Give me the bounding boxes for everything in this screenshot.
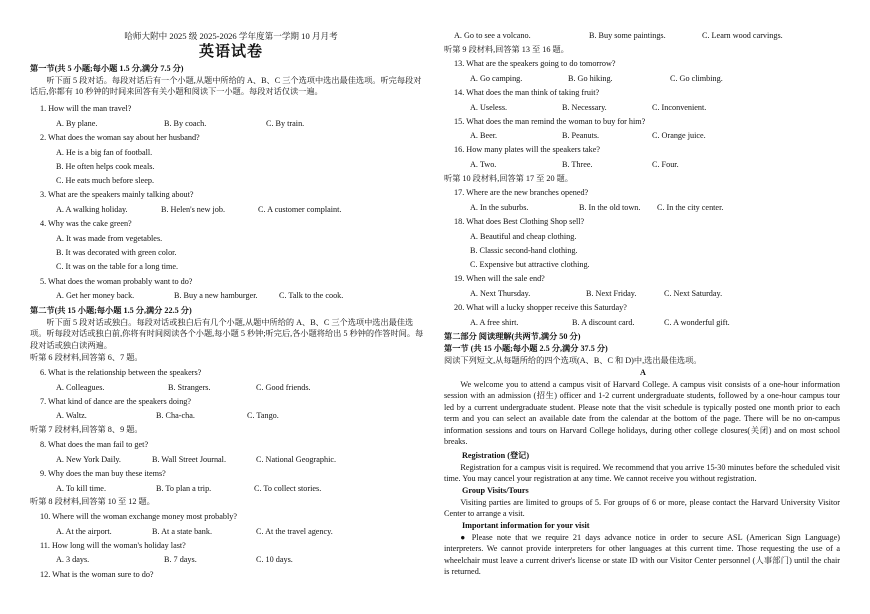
q8-option-b: B. Wall Street Journal.: [152, 455, 227, 464]
important-heading: Important information for your visit: [462, 521, 590, 530]
material-10-note: 听第 10 段材料,回答第 17 至 20 题。: [444, 174, 573, 183]
q2-option-c: C. He eats much before sleep.: [56, 176, 154, 185]
question-19: 19. When will the sale end?: [454, 274, 545, 283]
q7-option-b: B. Cha-cha.: [156, 411, 195, 420]
part2-heading: 第二部分 阅读理解(共两节,满分 50 分): [444, 332, 581, 341]
q13-option-a: A. Go camping.: [470, 74, 523, 83]
q11-option-b: B. 7 days.: [164, 555, 197, 564]
q16-option-a: A. Two.: [470, 160, 497, 169]
question-20: 20. What will a lucky shopper receive this Saturday?: [454, 303, 627, 312]
q10-option-a: A. At the airport.: [56, 527, 112, 536]
q16-option-b: B. Three.: [562, 160, 593, 169]
q17-option-c: C. In the city center.: [657, 203, 724, 212]
q6-option-a: A. Colleagues.: [56, 383, 105, 392]
important-text: ● Please note that we require 21 days advance notice in order to secure ASL (American Sign Language) interpreters. We cannot provide interpreters for other languages at this current time. Those requesting the use of a wheelchair must leave a current driver's license or state ID with our Visitor Center personnel (人事部门) until the chair is returned.: [444, 533, 840, 577]
q14-option-b: B. Necessary.: [562, 103, 607, 112]
q14-option-a: A. Useless.: [470, 103, 508, 112]
q9-option-b: B. To plan a trip.: [156, 484, 212, 493]
part2-intro: 阅读下列短文,从每题所给的四个选项(A、B、C 和 D)中,选出最佳选项。: [444, 356, 702, 365]
q20-option-b: B. A discount card.: [572, 318, 635, 327]
q9-option-c: C. To collect stories.: [254, 484, 322, 493]
q14-option-c: C. Inconvenient.: [652, 103, 707, 112]
q1-option-a: A. By plane.: [56, 119, 98, 128]
q19-option-a: A. Next Thursday.: [470, 289, 531, 298]
registration-heading: Registration (登记): [462, 451, 530, 460]
question-10: 10. Where will the woman exchange money most probably?: [40, 512, 237, 521]
question-6: 6. What is the relationship between the speakers?: [40, 368, 202, 377]
q15-option-a: A. Beer.: [470, 131, 498, 140]
q9-option-a: A. To kill time.: [56, 484, 106, 493]
question-14: 14. What does the man think of taking fruit?: [454, 88, 600, 97]
section1-heading: 第一节(共 5 小题;每小题 1.5 分,满分 7.5 分): [30, 64, 184, 73]
question-13: 13. What are the speakers going to do tomorrow?: [454, 59, 616, 68]
q18-option-a: A. Beautiful and cheap clothing.: [470, 232, 577, 241]
group-text: Visiting parties are limited to groups of 5. For groups of 6 or more, please contact the Harvard University Visitor Center to arrange a visit.: [444, 498, 840, 519]
q10-option-b: B. At a state bank.: [152, 527, 213, 536]
q11-option-c: C. 10 days.: [256, 555, 293, 564]
school-line: 哈师大附中 2025 级 2025-2026 学年度第一学期 10 月月考: [124, 31, 338, 41]
q4-option-b: B. It was decorated with green color.: [56, 248, 177, 257]
passage-letter: A: [640, 368, 646, 377]
q3-option-a: A. A walking holiday.: [56, 205, 128, 214]
q12-option-a: A. Go to see a volcano.: [454, 31, 531, 40]
q11-option-a: A. 3 days.: [56, 555, 90, 564]
q5-option-a: A. Get her money back.: [56, 291, 135, 300]
question-16: 16. How many plates will the speakers take?: [454, 145, 600, 154]
q3-option-b: B. Helen's new job.: [161, 205, 226, 214]
material-8-note: 听第 8 段材料,回答第 10 至 12 题。: [30, 497, 155, 506]
section2-intro: 听下面 5 段对话或独白。每段对话或独白后有几个小题,从题中所给的 A、B、C 三个选项中选出最佳选项。听每段对话或独白前,你将有时间阅读各个小题,每小题 5 秒钟;听完后,各小题将给出 5 秒钟的作答时间。每段对话或独白读两遍。: [30, 318, 424, 350]
q5-option-c: C. Talk to the cook.: [279, 291, 344, 300]
registration-text: Registration for a campus visit is required. We recommend that you arrive 15-30 minutes before the scheduled visit time. You may cancel your registration at any time. We cannot receive you without registration.: [444, 463, 840, 484]
q13-option-b: B. Go hiking.: [568, 74, 613, 83]
material-9-note: 听第 9 段材料,回答第 13 至 16 题。: [444, 45, 569, 54]
section1-intro: 听下面 5 段对话。每段对话后有一个小题,从题中所给的 A、B、C 三个选项中选出最佳选项。听完每段对话后,你都有 10 秒钟的时间来回答有关小题和阅读下一小题。每段对话仅读一遍。: [30, 76, 422, 97]
question-4: 4. Why was the cake green?: [40, 219, 132, 228]
q7-option-c: C. Tango.: [247, 411, 279, 420]
question-11: 11. How long will the woman's holiday last?: [40, 541, 186, 550]
q2-option-b: B. He often helps cook meals.: [56, 162, 155, 171]
passage-paragraph-1: We welcome you to attend a campus visit of Harvard College. A campus visit consists of a one-hour information session with an admission (招生) officer and 1-2 current undergraduate students, followed by a one-hour campus tour led by a current undergraduate student. Please note that the visit schedule is typically posted one month prior to each term and you can select an available date from the calendar at the bottom of the page. There will be no on-campus information sessions and tours on Harvard College holidays, during other college closures(关闭) and on most school breaks.: [444, 380, 840, 447]
q15-option-c: C. Orange juice.: [652, 131, 706, 140]
q20-option-c: C. A wonderful gift.: [664, 318, 730, 327]
q17-option-b: B. In the old town.: [579, 203, 641, 212]
q13-option-c: C. Go climbing.: [670, 74, 723, 83]
q8-option-c: C. National Geographic.: [256, 455, 337, 464]
question-15: 15. What does the man remind the woman to buy for him?: [454, 117, 646, 126]
page-title: 英语试卷: [198, 44, 263, 60]
q4-option-a: A. It was made from vegetables.: [56, 234, 163, 243]
q4-option-c: C. It was on the table for a long time.: [56, 262, 179, 271]
question-9: 9. Why does the man buy these items?: [40, 469, 166, 478]
q1-option-c: C. By train.: [266, 119, 305, 128]
q10-option-c: C. At the travel agency.: [256, 527, 333, 536]
q3-option-c: C. A customer complaint.: [258, 205, 342, 214]
q18-option-b: B. Classic second-hand clothing.: [470, 246, 578, 255]
q7-option-a: A. Waltz.: [56, 411, 87, 420]
question-7: 7. What kind of dance are the speakers doing?: [40, 397, 192, 406]
question-2: 2. What does the woman say about her husband?: [40, 133, 200, 142]
question-17: 17. Where are the new branches opened?: [454, 188, 589, 197]
q19-option-c: C. Next Saturday.: [664, 289, 723, 298]
q12-option-c: C. Learn wood carvings.: [702, 31, 783, 40]
q6-option-c: C. Good friends.: [256, 383, 311, 392]
question-12: 12. What is the woman sure to do?: [40, 570, 154, 579]
q2-option-a: A. He is a big fan of football.: [56, 148, 153, 157]
q6-option-b: B. Strangers.: [168, 383, 211, 392]
section2-heading: 第二节(共 15 小题;每小题 1.5 分,满分 22.5 分): [30, 306, 192, 315]
q20-option-a: A. A free shirt.: [470, 318, 519, 327]
question-5: 5. What does the woman probably want to do?: [40, 277, 193, 286]
part2-section1-heading: 第一节 (共 15 小题;每小题 2.5 分,满分 37.5 分): [444, 344, 608, 353]
question-18: 18. What does Best Clothing Shop sell?: [454, 217, 585, 226]
q16-option-c: C. Four.: [652, 160, 679, 169]
q18-option-c: C. Expensive but attractive clothing.: [470, 260, 590, 269]
q1-option-b: B. By coach.: [164, 119, 207, 128]
material-6-note: 听第 6 段材料,回答第 6、7 题。: [30, 353, 143, 362]
question-1: 1. How will the man travel?: [40, 104, 132, 113]
q5-option-b: B. Buy a new hamburger.: [174, 291, 258, 300]
question-8: 8. What does the man fail to get?: [40, 440, 149, 449]
q17-option-a: A. In the suburbs.: [470, 203, 529, 212]
q8-option-a: A. New York Daily.: [56, 455, 121, 464]
material-7-note: 听第 7 段材料,回答第 8、9 题。: [30, 425, 143, 434]
question-3: 3. What are the speakers mainly talking about?: [40, 190, 194, 199]
q12-option-b: B. Buy some paintings.: [589, 31, 666, 40]
q19-option-b: B. Next Friday.: [586, 289, 637, 298]
q15-option-b: B. Peanuts.: [562, 131, 600, 140]
group-heading: Group Visits/Tours: [462, 486, 529, 495]
